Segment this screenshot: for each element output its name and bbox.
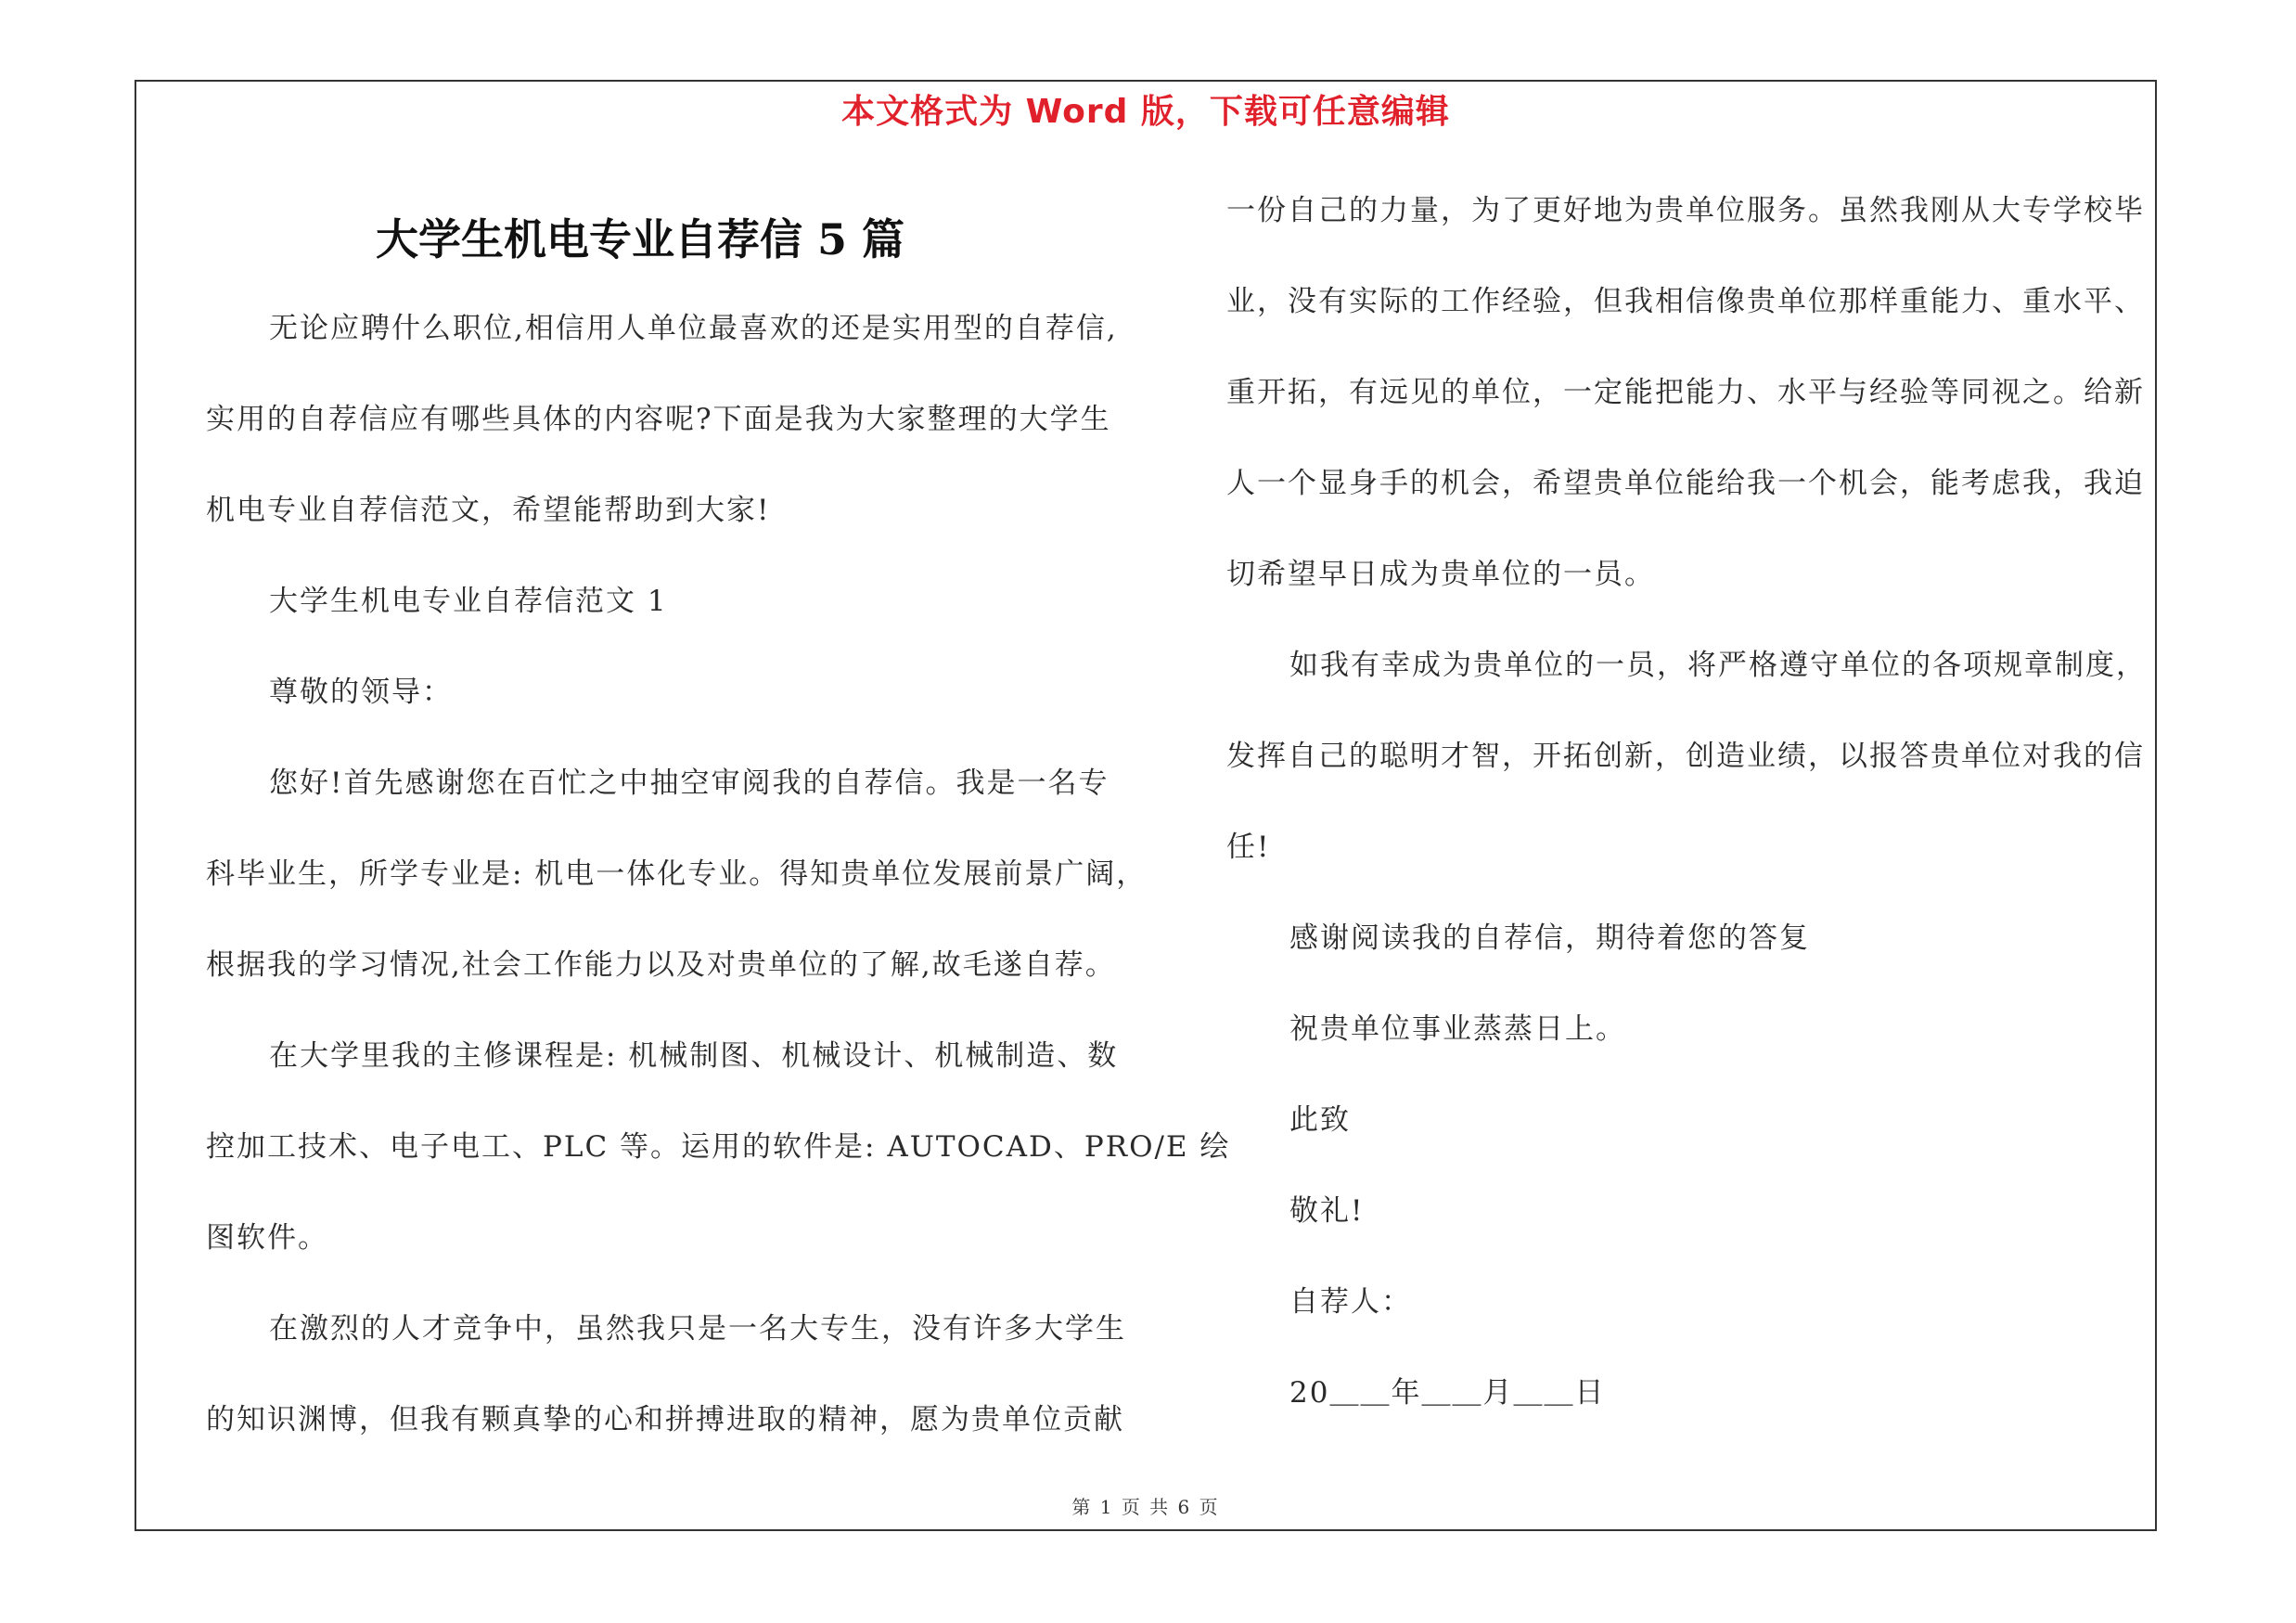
text-line: 如我有幸成为贵单位的一员，将严格遵守单位的各项规章制度， <box>1289 649 2147 682</box>
text-line: 敬礼! <box>1289 1194 1365 1228</box>
text-line: 机电专业自荐信范文，希望能帮助到大家! <box>206 494 771 527</box>
text-line: 您好!首先感谢您在百忙之中抽空审阅我的自荐信。我是一名专 <box>269 766 1110 800</box>
text-line: 在激烈的人才竞争中，虽然我只是一名大专生，没有许多大学生 <box>269 1312 1126 1346</box>
text-line: 发挥自己的聪明才智，开拓创新，创造业绩，以报答贵单位对我的信 <box>1226 740 2145 773</box>
text-line: 此致 <box>1289 1103 1351 1137</box>
text-line: 任! <box>1226 831 1271 864</box>
text-line: 图软件。 <box>206 1221 328 1255</box>
text-line: 自荐人： <box>1289 1285 1412 1319</box>
text-line: 大学生机电专业自荐信范文 1 <box>269 585 668 618</box>
text-line: 在大学里我的主修课程是: 机械制图、机械设计、机械制造、数 <box>269 1039 1119 1073</box>
format-banner: 本文格式为 Word 版，下载可任意编辑 <box>841 93 1450 131</box>
text-line: 的知识渊博，但我有颗真挚的心和拼搏进取的精神，愿为贵单位贡献 <box>206 1403 1124 1436</box>
text-line: 20＿＿年＿＿月＿＿日 <box>1289 1376 1606 1410</box>
text-line: 尊敬的领导： <box>269 676 453 709</box>
document-title: 大学生机电专业自荐信 5 篇 <box>376 214 905 264</box>
text-line: 祝贵单位事业蒸蒸日上。 <box>1289 1012 1626 1046</box>
text-line: 业，没有实际的工作经验，但我相信像贵单位那样重能力、重水平、 <box>1226 285 2145 318</box>
text-line: 一份自己的力量，为了更好地为贵单位服务。虽然我刚从大专学校毕 <box>1226 194 2145 227</box>
text-line: 切希望早日成为贵单位的一员。 <box>1226 558 1655 591</box>
left-column <box>206 283 1231 1465</box>
text-line: 控加工技术、电子电工、PLC 等。运用的软件是: AUTOCAD、PRO/E 绘 <box>206 1130 1231 1164</box>
text-line: 重开拓，有远见的单位，一定能把能力、水平与经验等同视之。给新 <box>1226 376 2145 409</box>
right-column <box>1226 165 2154 1438</box>
text-line: 科毕业生，所学专业是: 机电一体化专业。得知贵单位发展前景广阔， <box>206 857 1148 891</box>
text-line: 感谢阅读我的自荐信，期待着您的答复 <box>1289 921 1810 955</box>
text-line: 人一个显身手的机会，希望贵单位能给我一个机会，能考虑我，我迫 <box>1226 467 2145 500</box>
text-line: 根据我的学习情况,社会工作能力以及对贵单位的了解,故毛遂自荐。 <box>206 948 1116 982</box>
text-line: 实用的自荐信应有哪些具体的内容呢?下面是我为大家整理的大学生 <box>206 403 1111 436</box>
page-footer: 第 1 页 共 6 页 <box>1071 1496 1220 1518</box>
text-line: 无论应聘什么职位,相信用人单位最喜欢的还是实用型的自荐信, <box>269 312 1118 345</box>
